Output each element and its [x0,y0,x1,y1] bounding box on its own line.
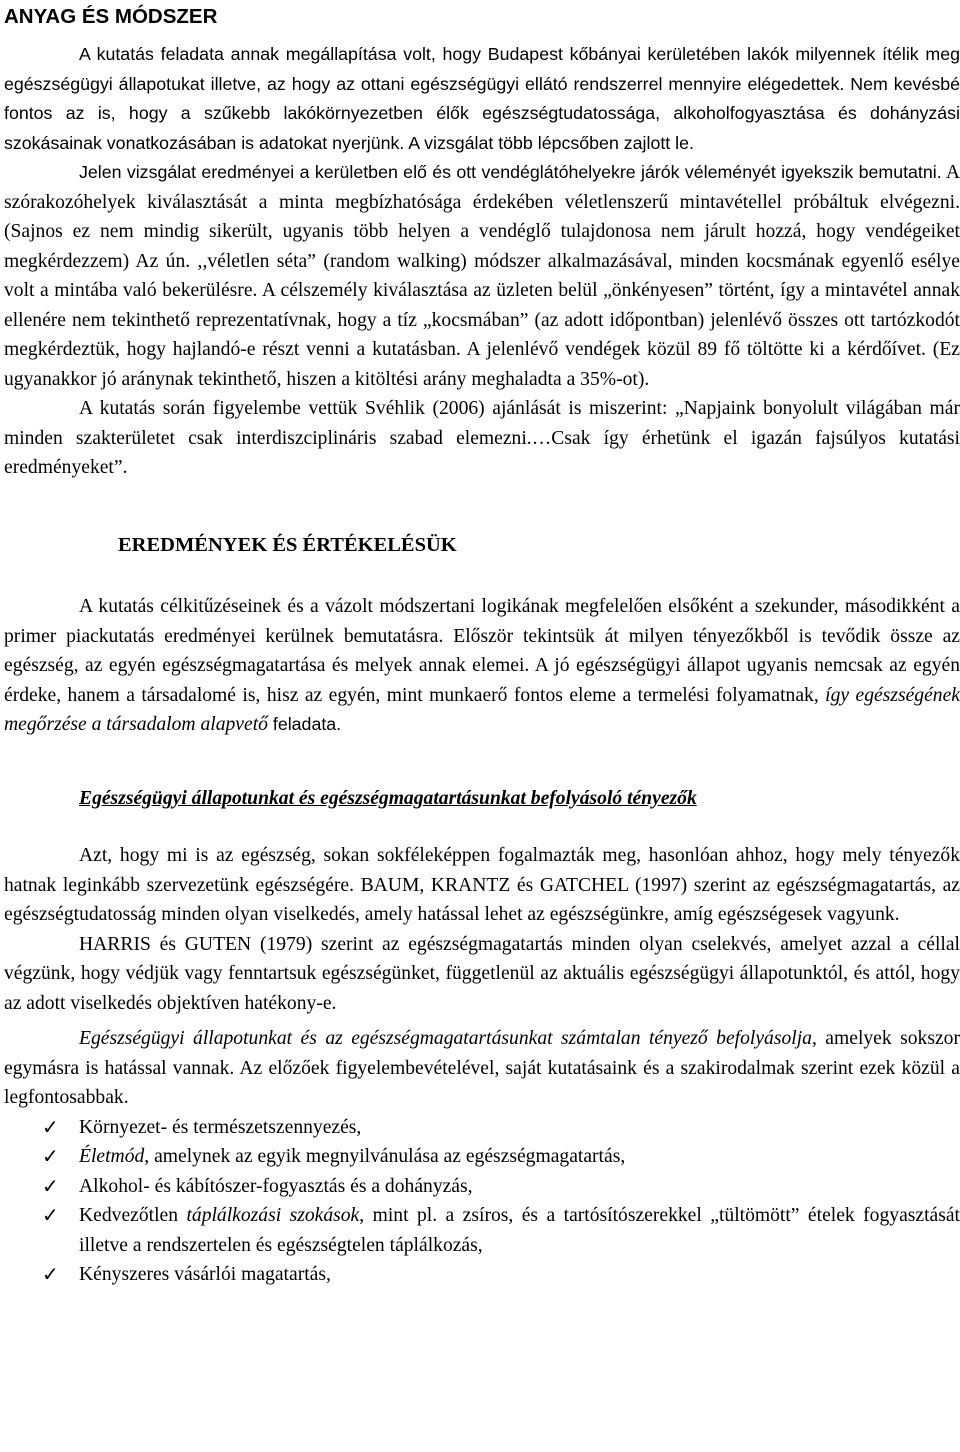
results-p1-end: feladata. [267,714,342,734]
list-item-italic: Életmód [79,1146,145,1167]
methods-paragraph-2 [4,158,960,394]
methods-p2-selection: A szórakozóhelyek kiválasztását a minta megbízhatósága érdekében véletlenszerű mintavétellel próbáltuk elvégezni. [4,162,960,213]
results-p1-italic: így egészségének megőrzése a társadalom alapvető [4,684,960,735]
list-item-text: Környezet- és természetszennyezés, [79,1116,362,1138]
list-item-italic: táplálkozási szokások [186,1205,360,1226]
methods-paragraph-3: A kutatás során figyelembe vettük Svéhlik (2006) ajánlását is miszerint: „Napjaink bonyolult világában már minden szakterületet csak interdiszciplináris szabad elemezni.…Csak így érhetünk el igazán fajsúlyos kutatási eredményeket”. [4,398,960,478]
checkmark-icon: ✓ [42,1144,59,1168]
checkmark-icon: ✓ [42,1203,59,1227]
methods-p2-intro: Jelen vizsgálat eredményei a kerületben elő és ott vendéglátóhelyekre járók véleményét igyekszik bemutatni. [79,162,942,182]
list-item [4,1113,960,1143]
results-paragraph-1 [4,592,960,740]
factors-checklist [4,1113,960,1290]
spacer [4,560,960,592]
methods-heading: ANYAG ÉS MÓDSZER [4,5,218,28]
list-item-text: Alkohol- és kábítószer-fogyasztás és a dohányzás, [79,1175,473,1197]
methods-paragraph-1 [4,40,960,158]
spacer [4,813,960,841]
factors-p3-italic: Egészségügyi állapotunkat és az egészségmagatartásunkat számtalan tényező befolyásolja [79,1028,812,1049]
list-item [4,1172,960,1202]
factors-paragraph-1: Azt, hogy mi is az egészség, sokan sokféleképpen fogalmazták meg, hasonlóan ahhoz, hogy mely tényezők hatnak leginkább szervezetünk egészségére. BAUM, KRANTZ és GATCHEL (1997) szerint az egészségmagatartás, az egészségtudatosság minden olyan viselkedés, amely hatással lehet az egészségünkre, amíg egészségesek vagyunk. [4,845,960,925]
factors-paragraph-3 [4,1024,960,1113]
factors-p3-rest: , amelyek sokszor egymásra is hatással vannak. Az előzőek figyelembevételével, saját kutatásaink és a szakirodalmak szerint ezek közül a legfontosabbak. [4,1028,960,1108]
results-heading: EREDMÉNYEK ÉS ÉRTÉKELÉSÜK [118,533,457,556]
list-item-text: Kedvezőtlen [79,1205,187,1226]
results-p1-text: A kutatás célkitűzéseinek és a vázolt módszertani logikának megfelelően elsőként a szekunder, másodikként a primer piackutatás eredményei kerülnek bemutatásra. Először tekintsük át milyen tényezőkből is tevődik össze az egészség, az egyén egészségmagatartása és melyek annak elemei. A jó egészségügyi állapot ugyanis nemcsak az egyén érdeke, hanem a társadalomé is, hisz az egyén, mint munkaerő fontos eleme a termelési folyamatnak, [4,596,960,706]
list-item-text: Kényszeres vásárlói magatartás, [79,1264,331,1285]
factors-paragraph-2: HARRIS és GUTEN (1979) szerint az egészségmagatartás minden olyan cselekvés, amelyet azzal a céllal végzünk, hogy védjük vagy fenntartsuk egészségünket, függetlenül az aktuális egészségügyi állapotunktól, és attól, hogy az adott viselkedés objektíven hatékony-e. [4,933,960,1014]
methods-p1-text: A kutatás feladata annak megállapítása volt, hogy Budapest kőbányai kerületében lakók milyennek ítélik meg egészségügyi állapotukat illetve, az hogy az ottani egészségügyi ellátó rendszerrel mennyire elégedettek. Nem kevésbé fontos az is, hogy a szűkebb lakókörnyezetben élők egészségtudatossága, alkoholfogyasztása és dohányzási szokásainak vonatkozásában is adatokat nyerjünk. A vizsgálat több lépcsőben zajlott le. [4,44,960,153]
list-item [4,1260,960,1290]
checkmark-icon: ✓ [42,1114,59,1139]
methods-p2-details: (Sajnos ez nem mindig sikerült, ugyanis több helyen a vendéglő tulajdonosa nem járult hozzá, hogy vendégeiket megkérdezzem) Az ún. ,,véletlen séta” (random walking) módszer alkalmazásával, minden kocsmának egyenlő esélye volt a mintába való bekerülésre. A célszemély kiválasztása az üzleten belül „önkényesen” történt, így a mintavétel annak ellenére nem tekinthető reprezentatívnak, hogy a tíz „kocsmában” (az adott időpontban) jelenlévő összes ott tartózkodót megkérdeztük, hogy hajlandó-e részt venni a kutatásban. A jelenlévő vendégek közül 89 fő töltötte ki a kérdőívet. (Ez ugyanakkor jó aránynak tekinthető, hiszen a kitöltési arány meghaladta a 35%-ot). [4,221,960,390]
checkmark-icon: ✓ [42,1262,59,1286]
checkmark-icon: ✓ [42,1173,59,1198]
list-item [4,1142,960,1172]
spacer [4,483,960,531]
list-item-text: , amelynek az egyik megnyilvánulása az egészségmagatartás, [144,1146,626,1167]
spacer [4,740,960,784]
list-item-text: , mint pl. a zsíros, és a tartósítószerekkel „tültömött” ételek fogyasztását illetve a rendszertelen és egészségtelen táplálkozás, [79,1205,960,1256]
list-item [4,1201,960,1260]
factors-subheading: Egészségügyi állapotunkat és egészségmagatartásunkat befolyásoló tényezők [79,787,697,809]
